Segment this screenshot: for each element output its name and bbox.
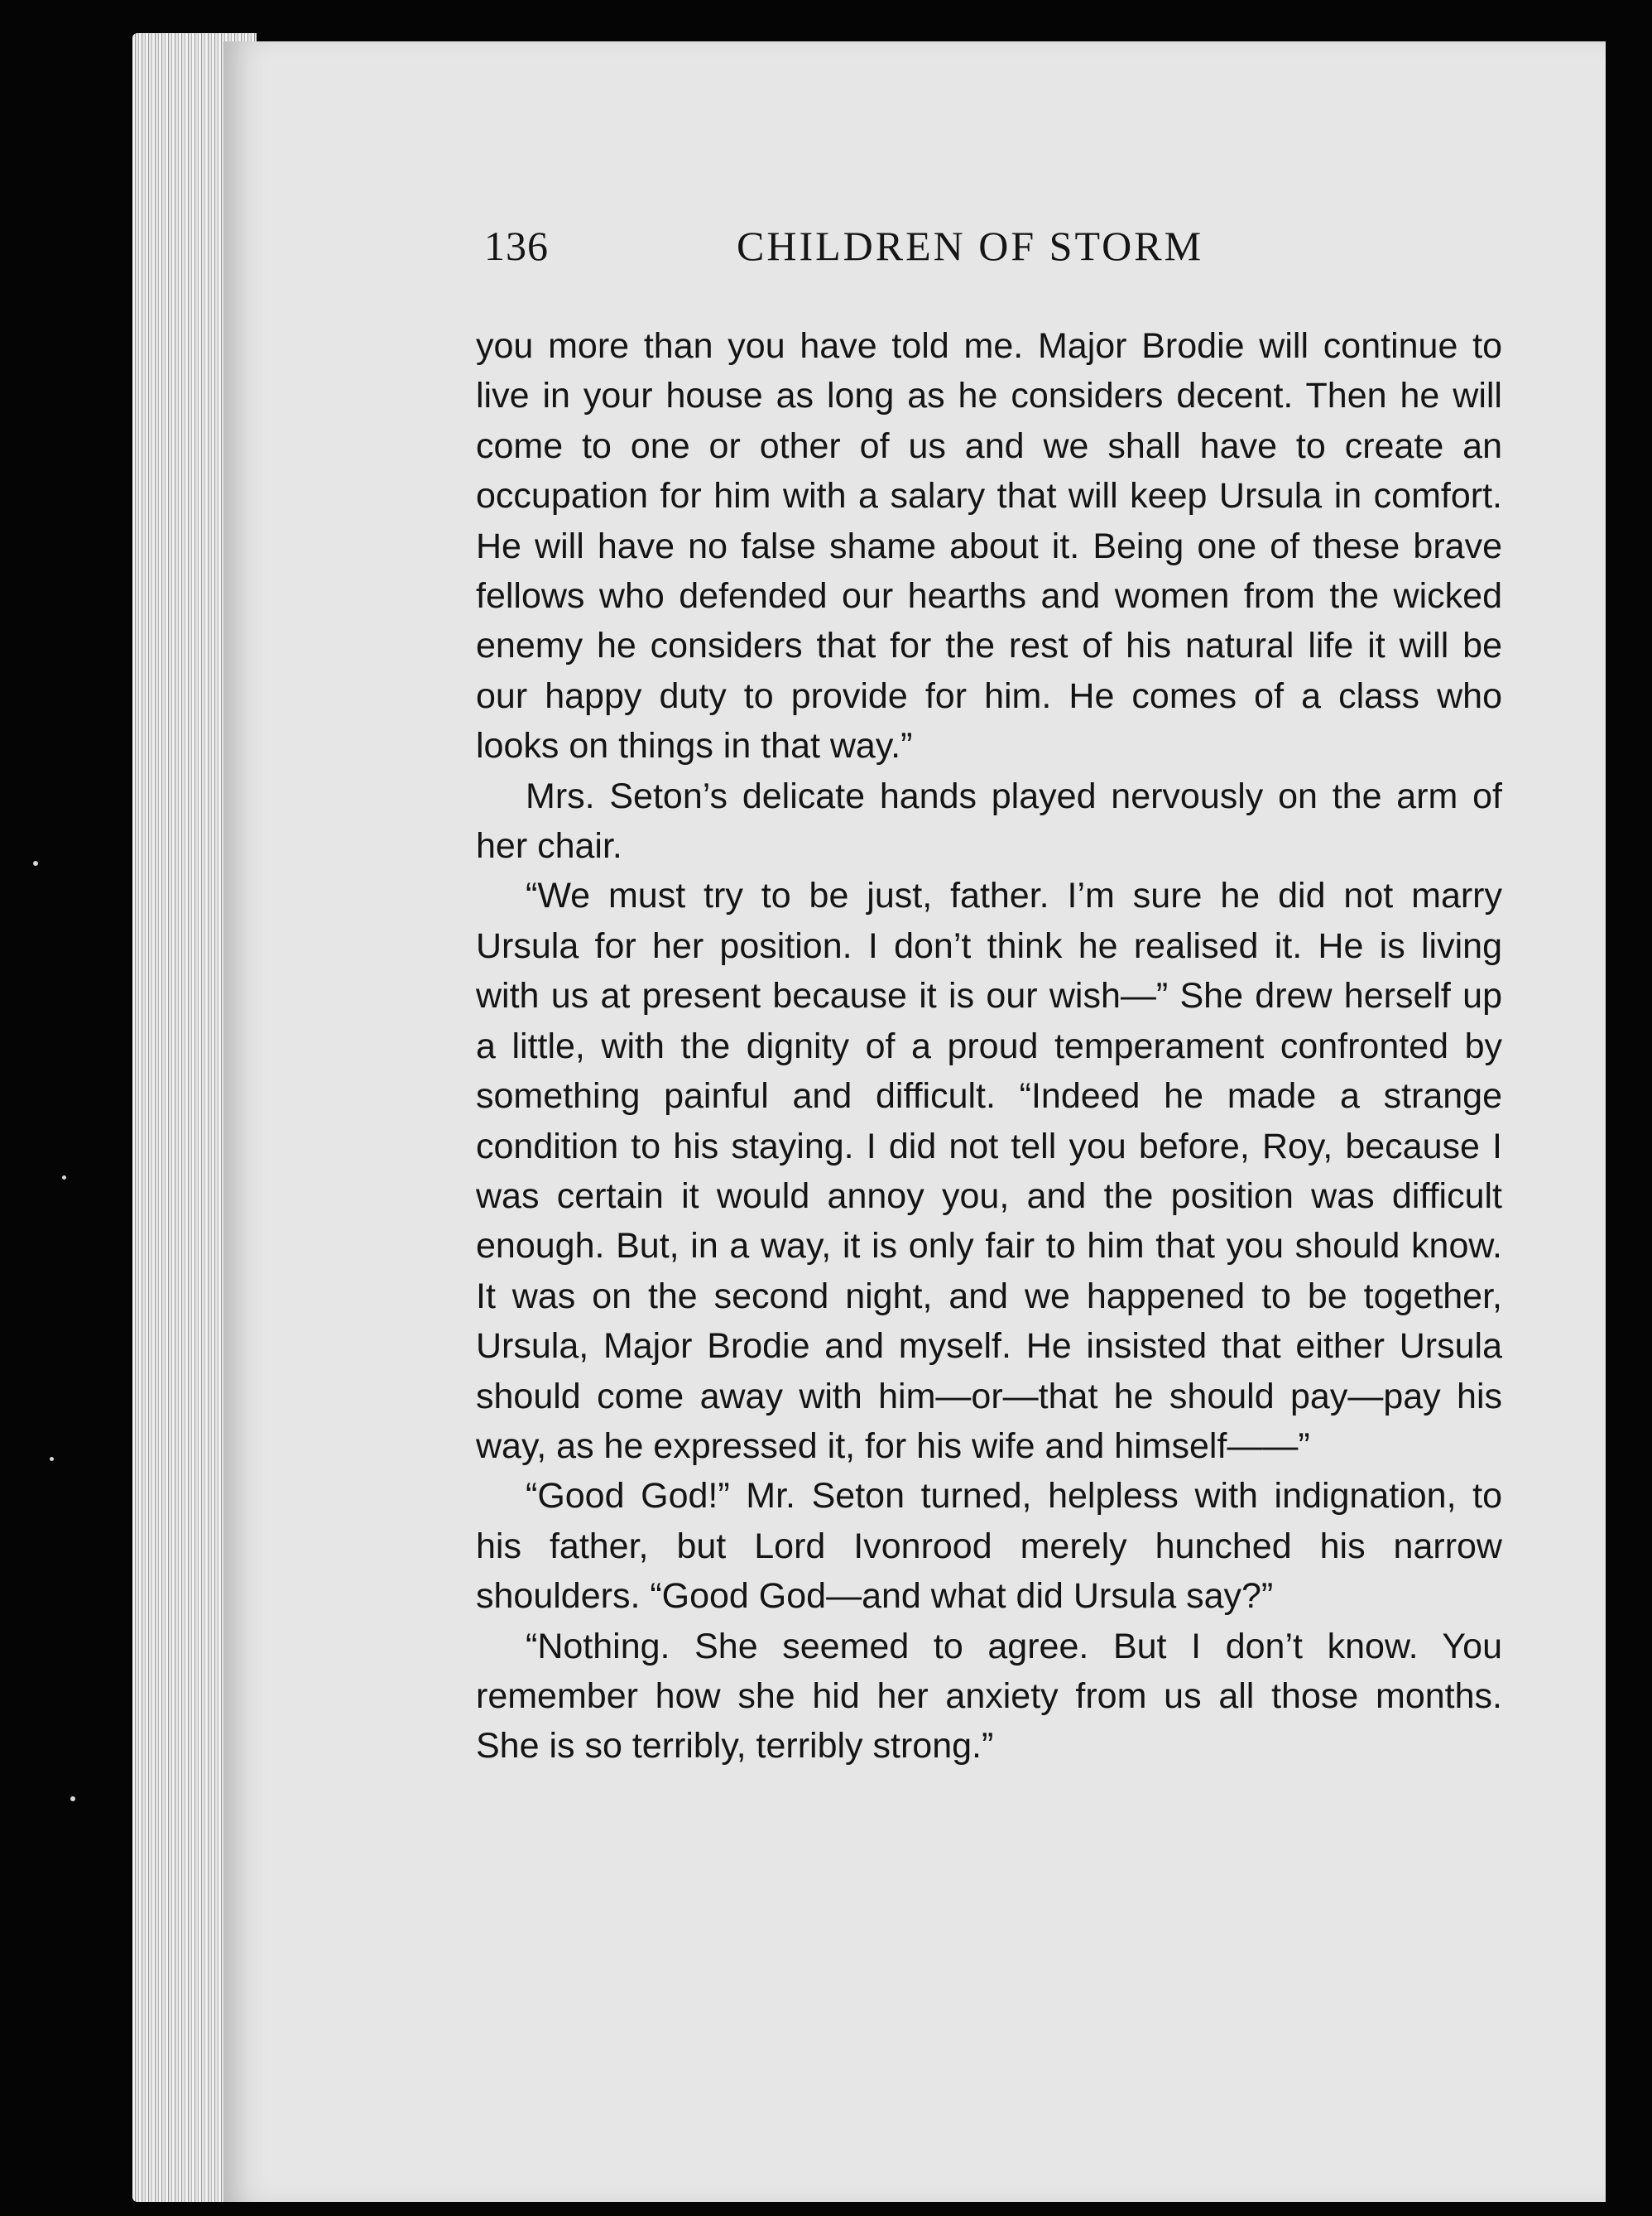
paragraph: Mrs. Seton’s delicate hands played nervously on the arm of her chair.: [476, 776, 1502, 867]
scan-speck: [33, 861, 38, 866]
scan-speck: [70, 1796, 75, 1801]
paragraph: “We must try to be just, father. I’m sure he did not marry Ursula for her position. I don’t think he realised it. He is living with us at present because it is our wish—” She drew herself up a little, with the dignity of a proud temperament confronted by something painful and difficult. “Indeed he made a strange condition to his staying. I did not tell you before, Roy, because I was certain it would annoy you, and the position was difficult enough. But, in a way, it is only fair to him that you should know. It was on the second night, and we happened to be together, Ursula, Major Brodie and myself. He insisted that either Ursula should come away with him—or—that he should pay—pay his way, as he expressed it, for his wife and himself——”: [476, 876, 1502, 1466]
scan-speck: [50, 1457, 54, 1461]
running-title: CHILDREN OF STORM: [737, 223, 1204, 269]
paragraph: “Good God!” Mr. Seton turned, helpless with indignation, to his father, but Lord Ivonrood merely hunched his narrow shoulders. “Good God—and what did Ursula say?”: [476, 1476, 1502, 1617]
body-text: [476, 321, 1502, 1771]
scan-speck: [62, 1175, 66, 1180]
page-number: 136: [484, 223, 549, 269]
paragraph: “Nothing. She seemed to agree. But I don’t know. You remember how she hid her anxiety from us all those months. She is so terribly, terribly strong.”: [476, 1626, 1502, 1767]
paragraph: you more than you have told me. Major Brodie will continue to live in your house as long as he considers decent. Then he will come to one or other of us and we shall have to create an occupation for him with a salary that will keep Ursula in comfort. He will have no false shame about it. Being one of these brave fellows who defended our hearths and women from the wicked enemy he considers that for the rest of his natural life it will be our happy duty to provide for him. He comes of a class who looks on things in that way.”: [476, 326, 1502, 767]
page-header: [484, 222, 1254, 280]
